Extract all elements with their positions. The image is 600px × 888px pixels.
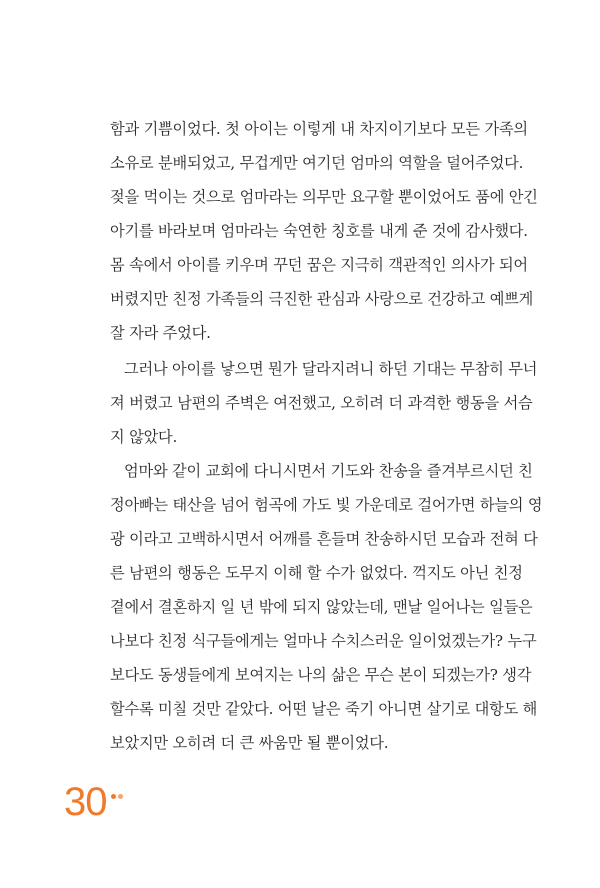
text-line: 함과 기쁨이었다. 첫 아이는 이렇게 내 차지이기보다 모든 가족의	[110, 120, 528, 138]
text-line: 보았지만 오히려 더 큰 싸움만 될 뿐이었다.	[110, 734, 389, 752]
text-line: 보다도 동생들에게 보여지는 나의 삶은 무슨 본이 되겠는가? 생각	[110, 666, 532, 684]
text-line: 지 않았다.	[110, 428, 178, 446]
paragraph-1	[110, 112, 538, 350]
page-number	[64, 782, 123, 822]
text-line: 곁에서 결혼하지 일 년 밖에 되지 않았는데, 맨날 일어나는 일들은	[110, 598, 533, 616]
text-line: 잘 자라 주었다.	[110, 324, 211, 342]
text-line: 광 이라고 고백하시면서 어깨를 흔들며 찬송하시던 모습과 전혀 다	[110, 530, 538, 548]
page-number-dots-icon	[111, 794, 123, 799]
text-line: 정아빠는 태산을 넘어 험곡에 가도 빛 가운데로 걸어가면 하늘의 영	[110, 496, 543, 514]
dot-icon	[111, 794, 116, 799]
text-line: 버렸지만 친정 가족들의 극진한 관심과 사랑으로 건강하고 예쁘게	[110, 290, 534, 308]
text-line: 몸 속에서 아이를 키우며 꾸던 꿈은 지극히 객관적인 의사가 되어	[110, 256, 528, 274]
dot-icon	[118, 794, 123, 799]
text-line: 엄마와 같이 교회에 다니시면서 기도와 찬송을 즐겨부르시던 친	[124, 462, 533, 480]
paragraph-3	[110, 454, 543, 760]
text-line: 른 남편의 행동은 도무지 이해 할 수가 없었다. 꺽지도 아닌 친정	[110, 564, 523, 582]
page-number-text: 30	[64, 780, 107, 824]
text-line: 져 버렸고 남편의 주벽은 여전했고, 오히려 더 과격한 행동을 서슴	[110, 394, 533, 412]
text-line: 소유로 분배되었고, 무겁게만 여기던 엄마의 역할을 덜어주었다.	[110, 154, 524, 172]
paragraph-2	[110, 352, 538, 454]
text-line: 아기를 바라보며 엄마라는 숙연한 칭호를 내게 준 것에 감사했다.	[110, 222, 528, 240]
text-line: 나보다 친정 식구들에게는 얼마나 수치스러운 일이었겠는가? 누구	[110, 632, 537, 650]
text-line: 할수록 미칠 것만 같았다. 어떤 날은 죽기 아니면 살기로 대항도 해	[110, 700, 538, 718]
text-line: 젖을 먹이는 것으로 엄마라는 의무만 요구할 뿐이었어도 품에 안긴	[110, 188, 538, 206]
text-line: 그러나 아이를 낳으면 뭔가 달라지려니 하던 기대는 무참히 무너	[124, 360, 538, 378]
